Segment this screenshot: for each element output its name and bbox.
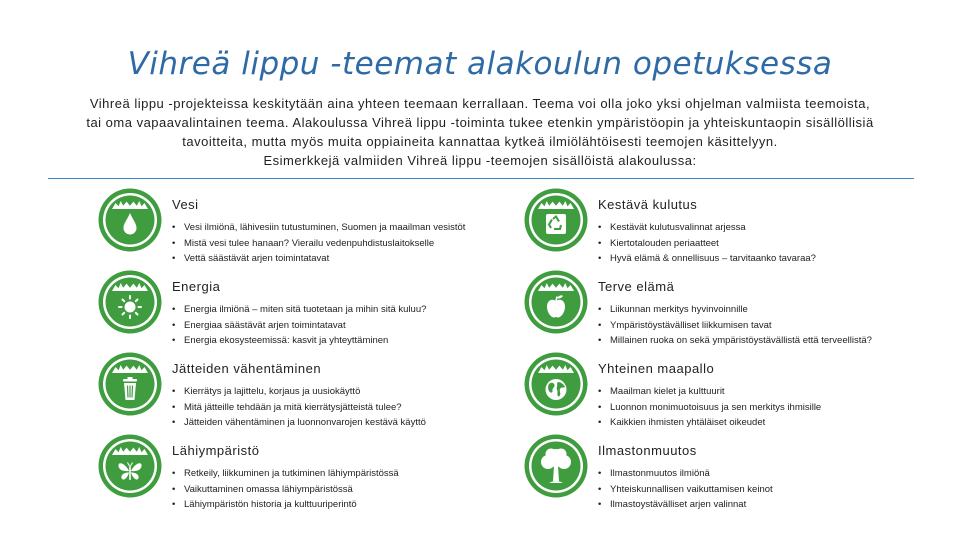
tree-icon <box>524 434 588 498</box>
list-item: • Vaikuttaminen omassa lähiympäristössä <box>172 482 399 498</box>
list-item: • Ilmastonmuutos ilmiönä <box>598 466 773 482</box>
intro-line: Esimerkkejä valmiiden Vihreä lippu -teemojen sisällöistä alakoulussa: <box>263 153 697 168</box>
theme-ilmastonmuutos <box>524 434 960 514</box>
theme-bullets <box>172 384 426 431</box>
list-item: • Energia ekosysteemissä: kasvit ja yhteyttäminen <box>172 333 426 349</box>
recycle-bin-icon <box>98 352 162 416</box>
theme-title: Lähiympäristö <box>172 443 260 458</box>
theme-title: Yhteinen maapallo <box>598 361 715 376</box>
list-item: • Ilmastoystävälliset arjen valinnat <box>598 497 773 513</box>
list-item: • Vesi ilmiönä, lähivesiin tutustuminen, Suomen ja maailman vesistöt <box>172 220 465 236</box>
list-item: • Maailman kielet ja kulttuurit <box>598 384 821 400</box>
list-item: • Kestävät kulutusvalinnat arjessa <box>598 220 816 236</box>
list-item: • Mitä jätteille tehdään ja mitä kierrätysjätteistä tulee? <box>172 400 426 416</box>
globe-icon <box>524 352 588 416</box>
theme-jatteiden-vahentaminen <box>98 352 538 432</box>
theme-title: Jätteiden vähentäminen <box>172 361 322 376</box>
theme-vesi <box>98 188 538 268</box>
intro-line: tai oma vapaavalintainen teema. Alakoulussa Vihreä lippu -toiminta tukee etenkin ympäristöopin ja yhteiskuntaopin sisällöllisiä <box>86 115 874 130</box>
list-item: • Lähiympäristön historia ja kulttuuriperintö <box>172 497 399 513</box>
theme-terve-elama <box>524 270 960 350</box>
list-item: • Millainen ruoka on sekä ympäristöystävällistä että terveellistä? <box>598 333 872 349</box>
butterfly-icon <box>98 434 162 498</box>
intro-text <box>40 94 920 170</box>
list-item: • Mistä vesi tulee hanaan? Vierailu vedenpuhdistuslaitokselle <box>172 236 465 252</box>
divider <box>48 178 914 179</box>
list-item: • Retkeily, liikkuminen ja tutkiminen lähiympäristössä <box>172 466 399 482</box>
theme-energia <box>98 270 538 350</box>
theme-title: Energia <box>172 279 221 294</box>
theme-title: Kestävä kulutus <box>598 197 698 212</box>
theme-title: Ilmastonmuutos <box>598 443 697 458</box>
list-item: • Luonnon monimuotoisuus ja sen merkitys ihmisille <box>598 400 821 416</box>
theme-bullets <box>172 302 426 349</box>
list-item: • Kaikkien ihmisten yhtäläiset oikeudet <box>598 415 821 431</box>
list-item: • Hyvä elämä & onnellisuus – tarvitaanko tavaraa? <box>598 251 816 267</box>
sun-icon <box>98 270 162 334</box>
list-item: • Yhteiskunnallisen vaikuttamisen keinot <box>598 482 773 498</box>
theme-yhteinen-maapallo <box>524 352 960 432</box>
list-item: • Ympäristöystävälliset liikkumisen tavat <box>598 318 872 334</box>
theme-bullets <box>172 220 465 267</box>
list-item: • Kierrätys ja lajittelu, korjaus ja uusiokäyttö <box>172 384 426 400</box>
list-item: • Liikunnan merkitys hyvinvoinnille <box>598 302 872 318</box>
list-item: • Kiertotalouden periaatteet <box>598 236 816 252</box>
list-item: • Energiaa säästävät arjen toimintatavat <box>172 318 426 334</box>
water-drop-icon <box>98 188 162 252</box>
list-item: • Vettä säästävät arjen toimintatavat <box>172 251 465 267</box>
theme-title: Vesi <box>172 197 199 212</box>
intro-line: tavoitteita, mutta myös muita oppiaineita kannattaa kytkeä ilmiölähtöisesti teemojen käsittelyyn. <box>182 134 778 149</box>
theme-title: Terve elämä <box>598 279 675 294</box>
theme-kestava-kulutus <box>524 188 960 268</box>
theme-bullets <box>598 384 821 431</box>
intro-line: Vihreä lippu -projekteissa keskitytään aina yhteen teemaan kerrallaan. Teema voi olla joko yksi ohjelman valmiista teemoista, <box>89 96 871 111</box>
theme-lahiymparisto <box>98 434 538 514</box>
list-item: • Jätteiden vähentäminen ja luonnonvarojen kestävä käyttö <box>172 415 426 431</box>
recycle-icon <box>524 188 588 252</box>
theme-bullets <box>598 302 872 349</box>
theme-bullets <box>598 220 816 267</box>
theme-bullets <box>172 466 399 513</box>
list-item: • Energia ilmiönä – miten sitä tuotetaan ja mihin sitä kuluu? <box>172 302 426 318</box>
page-title: Vihreä lippu -teemat alakoulun opetuksessa <box>127 46 833 82</box>
apple-icon <box>524 270 588 334</box>
theme-bullets <box>598 466 773 513</box>
